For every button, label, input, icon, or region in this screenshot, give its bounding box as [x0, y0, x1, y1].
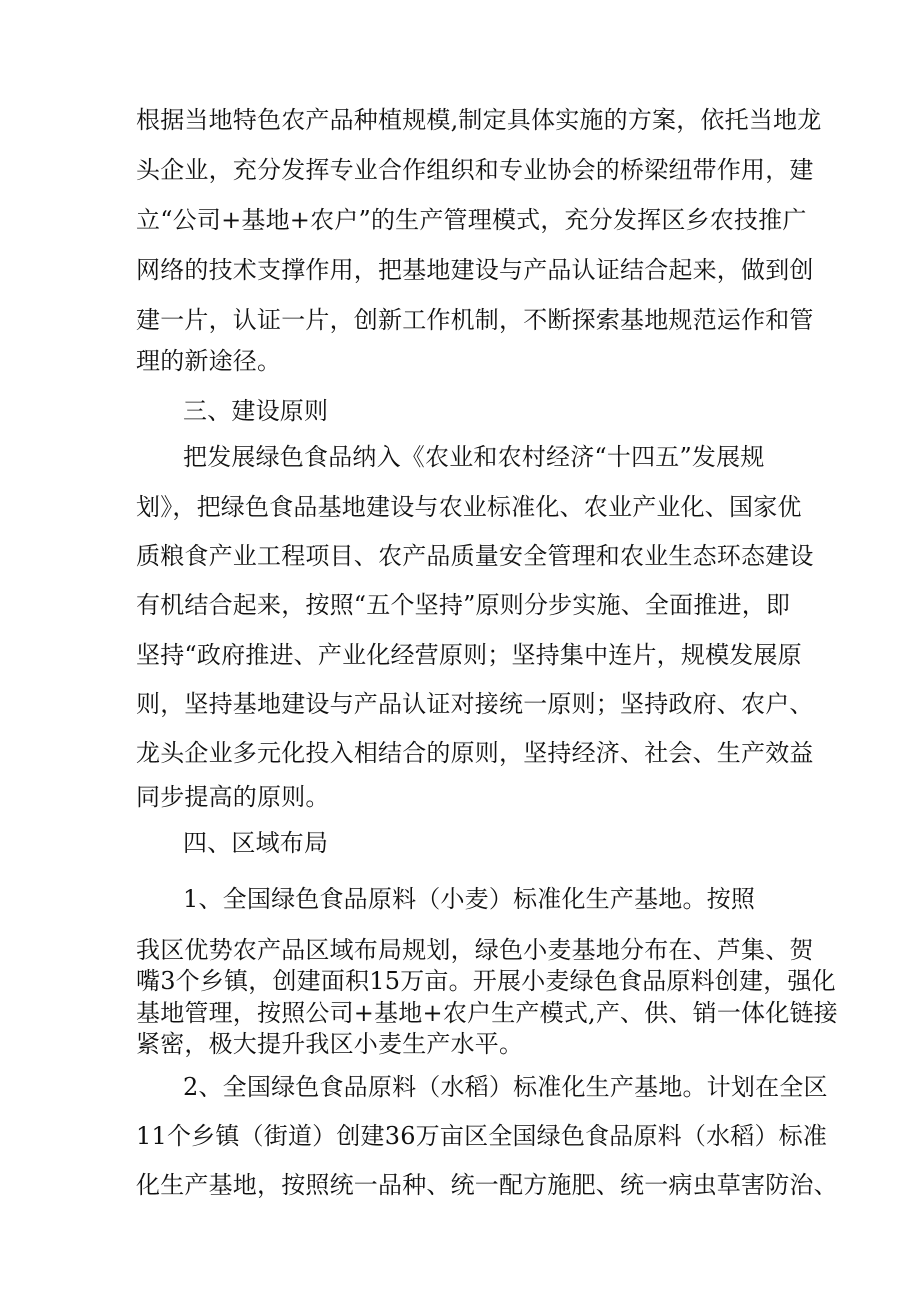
body-text-line: 嘴3个乡镇，创建面积15万亩。开展小麦绿色食品原料创建，强化 [136, 967, 836, 995]
body-text-line: 我区优势农产品区域布局规划，绿色小麦基地分布在、芦集、贺 [136, 936, 814, 964]
body-text-line: 有机结合起来，按照“五个坚持”原则分步实施、全面推进，即 [136, 591, 791, 619]
body-text-line: 把发展绿色食品纳入《农业和农村经济“十四五”发展规 [183, 443, 765, 471]
body-text-line: 根据当地特色农产品种植规模,制定具体实施的方案，依托当地龙 [136, 106, 822, 134]
body-text-line: 建一片，认证一片，创新工作机制，不断探索基地规范运作和管 [136, 306, 814, 334]
body-text-line: 龙头企业多元化投入相结合的原则，坚持经济、社会、生产效益 [136, 739, 814, 767]
body-text-line: 则，坚持基地建设与产品认证对接统一原则；坚持政府、农户、 [136, 690, 814, 718]
body-text-line: 质粮食产业工程项目、农产品质量安全管理和农业生态环态建设 [136, 542, 814, 570]
body-text-line: 头企业，充分发挥专业合作组织和专业协会的桥梁纽带作用，建 [136, 156, 814, 184]
body-text-line: 理的新途径。 [136, 347, 282, 375]
body-text-line: 1、全国绿色食品原料（小麦）标准化生产基地。按照 [183, 885, 756, 913]
body-text-line: 基地管理，按照公司+基地+农户生产模式,产、供、销一体化链接 [136, 999, 838, 1027]
body-text-line: 划》，把绿色食品基地建设与农业标准化、农业产业化、国家优 [136, 493, 802, 521]
body-text-line: 网络的技术支撑作用，把基地建设与产品认证结合起来，做到创 [136, 256, 814, 284]
section-heading: 三、建设原则 [183, 397, 329, 425]
body-text-line: 2、全国绿色食品原料（水稻）标准化生产基地。计划在全区 [183, 1073, 828, 1101]
body-text-line: 坚持“政府推进、产业化经营原则；坚持集中连片，规模发展原 [136, 641, 802, 669]
body-text-line: 同步提高的原则。 [136, 783, 330, 811]
body-text-line: 11个乡镇（街道）创建36万亩区全国绿色食品原料（水稻）标准 [136, 1122, 828, 1150]
section-heading: 四、区域布局 [183, 829, 329, 857]
body-text-line: 立“公司+基地+农户”的生产管理模式，充分发挥区乡农技推广 [136, 206, 807, 234]
body-text-line: 化生产基地，按照统一品种、统一配方施肥、统一病虫草害防治、 [136, 1171, 838, 1199]
body-text-line: 紧密，极大提升我区小麦生产水平。 [136, 1030, 524, 1058]
